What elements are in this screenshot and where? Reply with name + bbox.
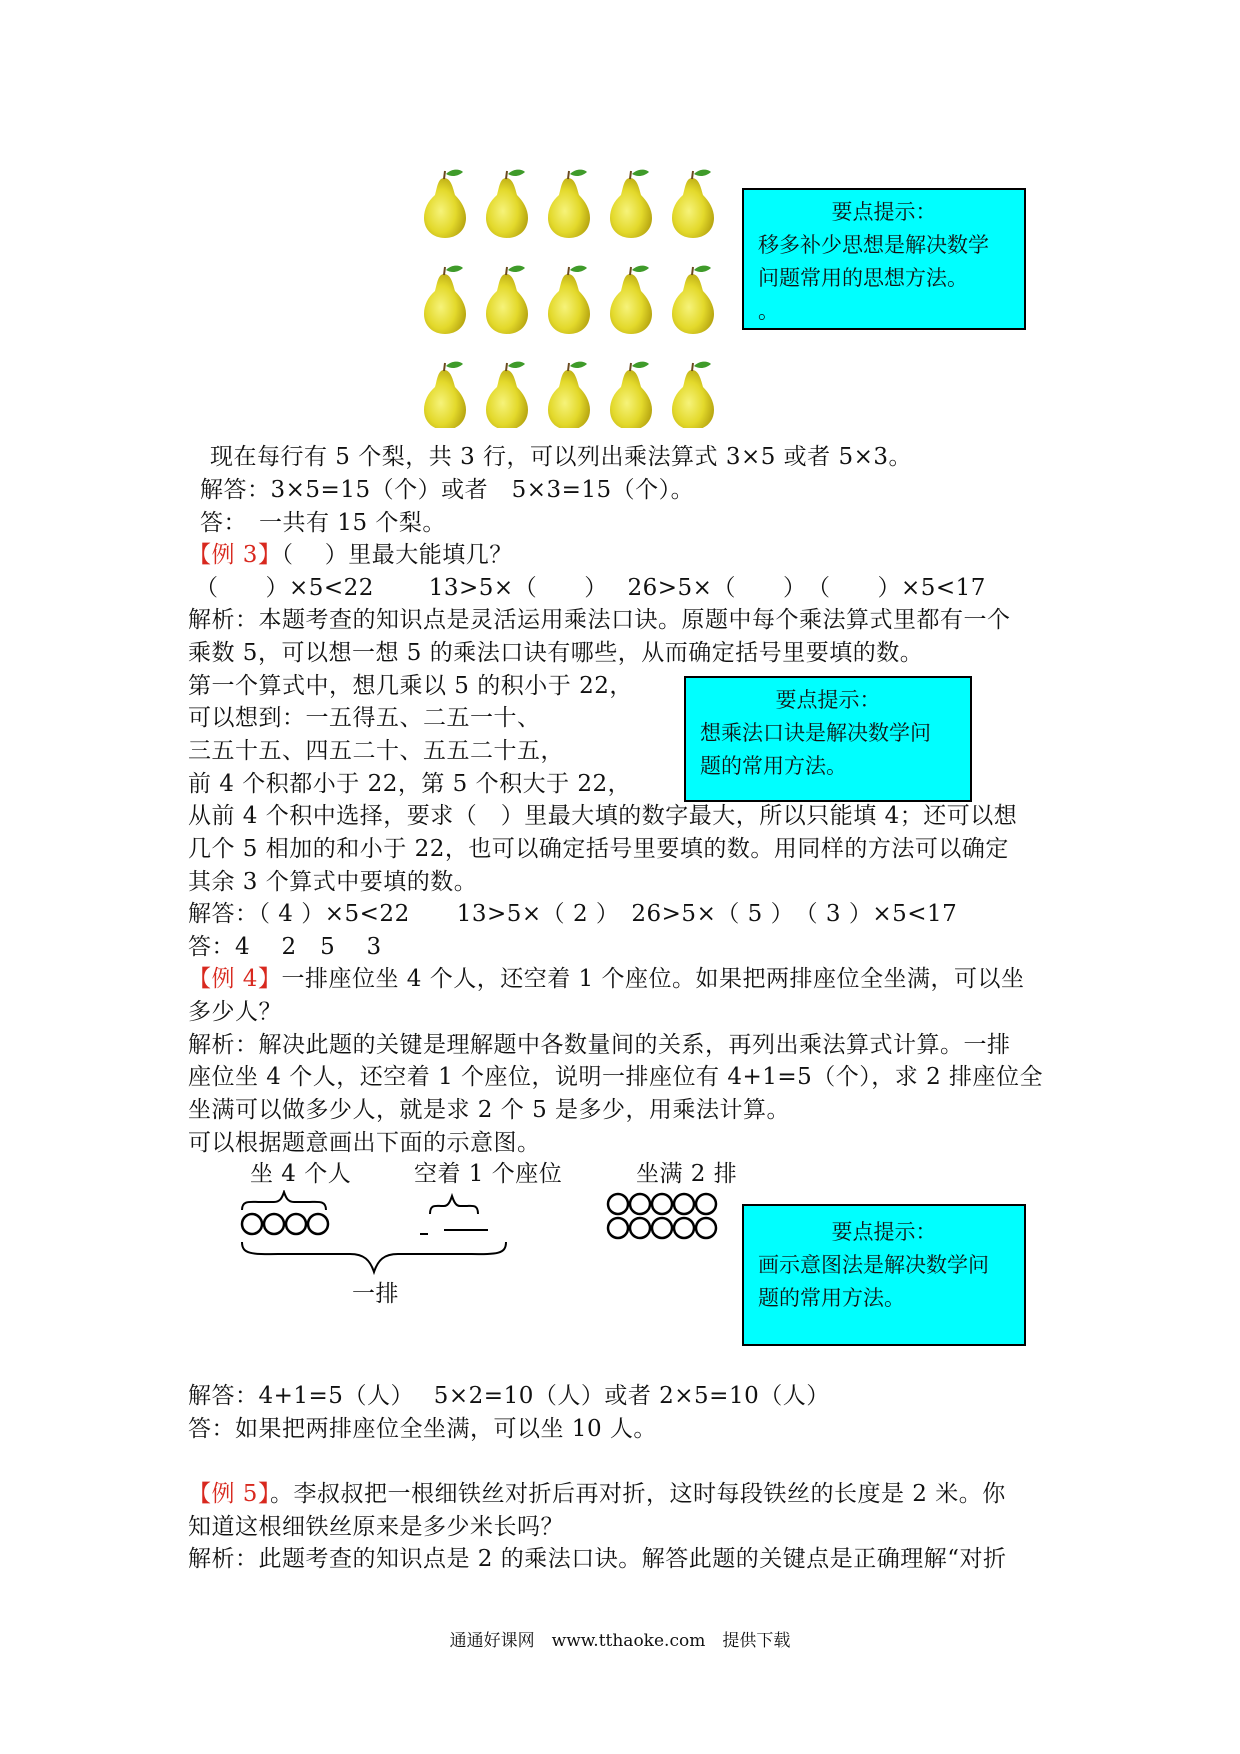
pear-image-grid: [420, 168, 730, 428]
example-4-solution: 解答：4+1=5（人） 5×2=10（人）或者 2×5=10（人）: [188, 1383, 830, 1409]
page-footer: 通通好课网 www.tthaoke.com 提供下载: [449, 1631, 791, 1651]
diagram-label-seated: 坐 4 个人: [250, 1161, 352, 1187]
seat-diagram: [230, 1190, 750, 1300]
example-3-analysis-5: 三五十五、四五二十、五五二十五，: [188, 738, 564, 764]
example-4-question-text: 一排座位坐 4 个人，还空着 1 个座位。如果把两排座位全坐满，可以坐: [281, 966, 1025, 992]
example-3-question-text: （ ）里最大能填几？: [281, 542, 513, 568]
tip-box-1: [742, 188, 1026, 330]
example-3-analysis-2: 乘数 5，可以想一想 5 的乘法口诀有哪些，从而确定括号里要填的数。: [188, 640, 924, 666]
example-4-analysis-4: 可以根据题意画出下面的示意图。: [188, 1130, 541, 1156]
tip-box-3: [742, 1204, 1026, 1346]
example-5-question-text: 。李叔叔把一根细铁丝对折后再对折，这时每段铁丝的长度是 2 米。你: [269, 1481, 1006, 1507]
example-4-tag: 【例 4】: [188, 966, 282, 992]
example-3-expressions: （ ）×5<22 13>5×（ ） 26>5×（ ） （ ）×5<17: [195, 575, 986, 601]
tip-title: 要点提示：: [831, 1220, 937, 1244]
brace-seated: [242, 1192, 326, 1210]
example-3-analysis-6: 前 4 个积都小于 22，第 5 个积大于 22，: [188, 771, 632, 797]
example-3-tag: 【例 3】: [188, 542, 282, 568]
example-3-question: [188, 539, 513, 572]
tip-line: 题的常用方法。: [700, 754, 847, 778]
example-5-question-1: [188, 1478, 1006, 1511]
example-3-solution: 解答：（ 4 ）×5<22 13>5×（ 2 ） 26>5×（ 5 ） （ 3 ）×5<17: [188, 901, 958, 927]
intro-line-2: 解答：3×5=15（个）或者 5×3=15（个）。: [200, 477, 695, 503]
example-3-answer: 答：4 2 5 3: [188, 934, 382, 960]
diagram-label-row: 一排: [352, 1281, 399, 1307]
example-4-analysis-2: 座位坐 4 个人，还空着 1 个座位，说明一排座位有 4+1=5（个），求 2 排座位全: [188, 1064, 1044, 1090]
seat-circles-seated: [242, 1214, 328, 1234]
example-3-analysis-3: 第一个算式中，想几乘以 5 的积小于 22，: [188, 673, 633, 699]
example-4-analysis-1: 解析：解决此题的关键是理解题中各数量间的关系，再列出乘法算式计算。一排: [188, 1032, 1011, 1058]
intro-line-1: 现在每行有 5 个梨，共 3 行，可以列出乘法算式 3×5 或者 5×3。: [210, 444, 913, 470]
diagram-label-empty: 空着 1 个座位: [414, 1161, 563, 1187]
example-3-analysis-4: 可以想到：一五得五、二五一十、: [188, 705, 541, 731]
brace-row: [242, 1242, 506, 1272]
tip-line: 。: [758, 299, 779, 323]
example-5-question-2: 知道这根细铁丝原来是多少米长吗？: [188, 1514, 564, 1540]
intro-line-3: 答： 一共有 15 个梨。: [200, 510, 446, 536]
tip-line: 问题常用的思想方法。: [758, 266, 968, 290]
tip-line: 想乘法口诀是解决数学问: [700, 721, 931, 745]
pear-grid: [420, 168, 730, 428]
example-3-analysis-8: 几个 5 相加的和小于 22，也可以确定括号里要填的数。用同样的方法可以确定: [188, 836, 1009, 862]
example-3-analysis-9: 其余 3 个算式中要填的数。: [188, 869, 478, 895]
example-4-answer: 答：如果把两排座位全坐满，可以坐 10 人。: [188, 1416, 657, 1442]
tip-title: 要点提示：: [775, 688, 881, 712]
example-4-question-1: [188, 963, 1024, 996]
tip-box-2: [684, 676, 972, 802]
example-3-analysis-7: 从前 4 个积中选择，要求（ ）里最大填的数字最大，所以只能填 4；还可以想: [188, 803, 1018, 829]
tip-line: 移多补少思想是解决数学: [758, 233, 989, 257]
diagram-label-full: 坐满 2 排: [636, 1161, 738, 1187]
example-4-analysis-3: 坐满可以做多少人，就是求 2 个 5 是多少，用乘法计算。: [188, 1097, 791, 1123]
example-4-question-2: 多少人？: [188, 999, 282, 1025]
example-3-analysis-1: 解析：本题考查的知识点是灵活运用乘法口诀。原题中每个乘法算式里都有一个: [188, 607, 1011, 633]
tip-line: 题的常用方法。: [758, 1286, 905, 1310]
seat-circles-full: [608, 1194, 716, 1238]
tip-line: 画示意图法是解决数学问: [758, 1253, 989, 1277]
tip-title: 要点提示：: [831, 200, 937, 224]
example-5-analysis-1: 解析：此题考查的知识点是 2 的乘法口诀。解答此题的关键点是正确理解“对折: [188, 1546, 1007, 1572]
brace-empty: [430, 1196, 478, 1214]
example-5-tag: 【例 5】: [188, 1481, 270, 1507]
